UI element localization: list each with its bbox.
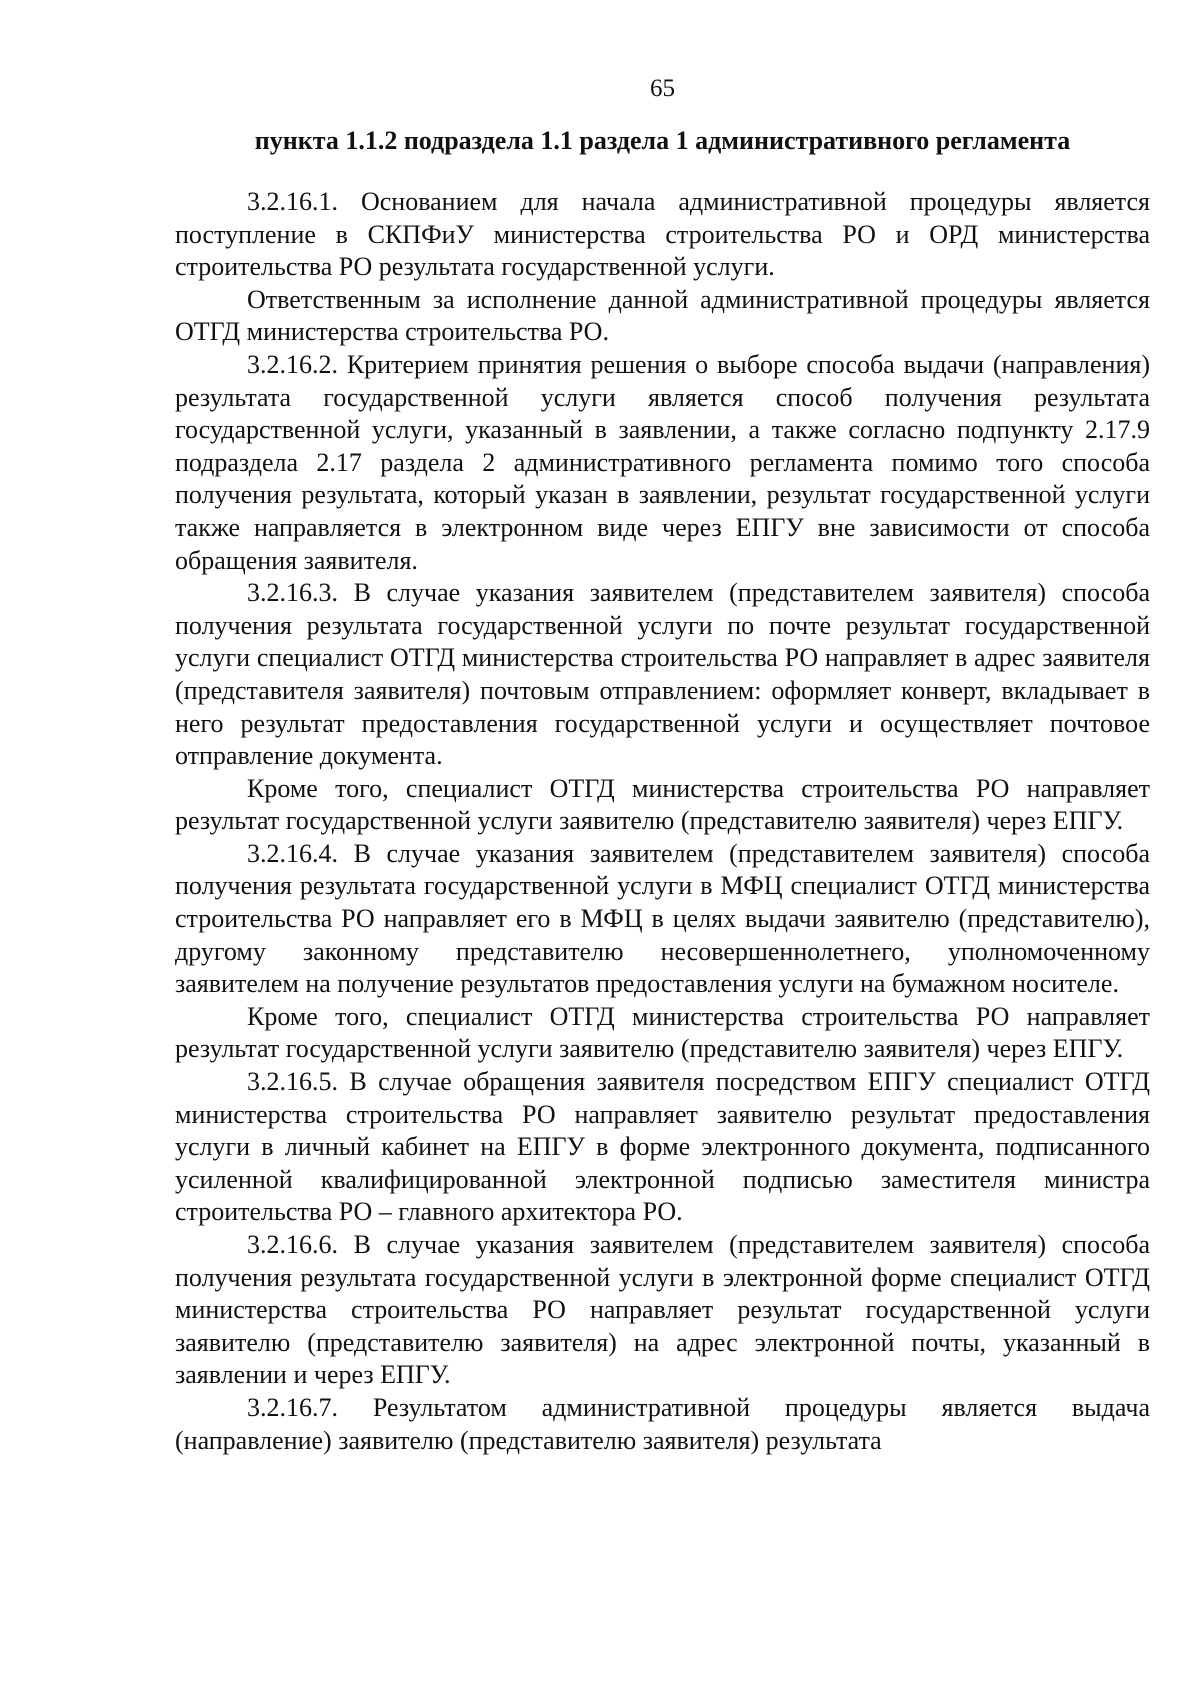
paragraph: 3.2.16.7. Результатом административной процедуры является выдача (направление) заявителю (представителю заявителя) результата	[175, 1392, 1150, 1455]
paragraph: 3.2.16.5. В случае обращения заявителя посредством ЕПГУ специалист ОТГД министерства строительства РО направляет заявителю результат предоставления услуги в личный кабинет на ЕПГУ в форме электронного документа, подписанного усиленной квалифицированной электронной подписью заместителя министра строительства РО – главного архитектора РО.	[175, 1067, 1150, 1227]
page-number: 65	[650, 75, 675, 102]
paragraph: 3.2.16.6. В случае указания заявителем (представителем заявителя) способа получения результата государственной услуги в электронной форме специалист ОТГД министерства строительства РО направляет результат государственной услуги заявителю (представителю заявителя) на адрес электронной почты, указанный в заявлении и через ЕПГУ.	[175, 1230, 1150, 1390]
paragraph: 3.2.16.3. В случае указания заявителем (представителем заявителя) способа получения результата государственной услуги по почте результат государственной услуги специалист ОТГД министерства строительства РО направляет в адрес заявителя (представителя заявителя) почтовым отправлением: оформляет конверт, вкладывает в него результат предоставления государственной услуги и осуществляет почтовое отправление документа.	[175, 578, 1150, 771]
paragraph: 3.2.16.4. В случае указания заявителем (представителем заявителя) способа получения результата государственной услуги в МФЦ специалист ОТГД министерства строительства РО направляет его в МФЦ в целях выдачи заявителю (представителю), другому законному представителю несовершеннолетнего, уполномоченному заявителем на получение результатов предоставления услуги на бумажном носителе.	[175, 838, 1150, 999]
paragraph: 3.2.16.1. Основанием для начала административной процедуры является поступление в СКПФиУ министерства строительства РО и ОРД министерства строительства РО результата государственной услуги.	[175, 187, 1150, 282]
document-page	[175, 72, 1150, 1457]
paragraph: Кроме того, специалист ОТГД министерства строительства РО направляет результат государственной услуги заявителю (представителю заявителя) через ЕПГУ.	[175, 773, 1150, 836]
paragraph: Кроме того, специалист ОТГД министерства строительства РО направляет результат государственной услуги заявителю (представителю заявителя) через ЕПГУ.	[175, 1001, 1150, 1064]
paragraph: Ответственным за исполнение данной административной процедуры является ОТГД министерства строительства РО.	[175, 284, 1150, 347]
document-body	[175, 186, 1150, 1457]
section-heading: пункта 1.1.2 подраздела 1.1 раздела 1 административного регламента	[254, 126, 1071, 155]
paragraph: 3.2.16.2. Критерием принятия решения о выборе способа выдачи (направления) результата государственной услуги является способ получения результата государственной услуги, указанный в заявлении, а также согласно подпункту 2.17.9 подраздела 2.17 раздела 2 административного регламента помимо того способа получения результата, который указан в заявлении, результат государственной услуги также направляется в электронном виде через ЕПГУ вне зависимости от способа обращения заявителя.	[175, 349, 1150, 575]
